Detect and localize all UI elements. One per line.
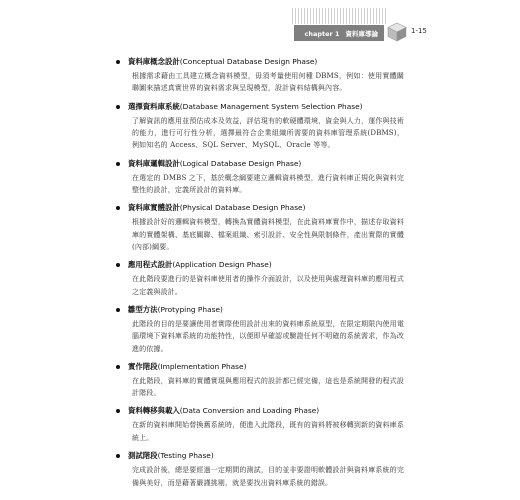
section-testing [128,451,404,489]
bullet-icon [116,105,120,109]
bullet-icon [116,409,120,413]
section-heading [128,102,404,112]
section-title-en: (Implementation Phase) [157,361,247,371]
chapter-label [304,29,378,38]
section-implementation [128,362,404,400]
section-heading [128,451,404,461]
section-heading [128,203,404,213]
section-title: 資料轉移與載入 [128,406,180,416]
bullet-icon [116,60,120,64]
section-body: 在此階段要進行的是資料庫使用者的操作介面設計，以及使用與處理資料庫的應用程式之定義與設計。 [132,275,404,296]
bullet-icon [116,206,120,210]
section-body: 此階段的目的是要讓使用者實際使用設計出來的資料庫系統原型，在限定期限內使用電腦環境下資料庫系統的功能特性，以便即早確認或驗證任何不明確的系統需求，作為改進的依據。 [132,319,404,353]
section-title-en: (Protyping Phase) [157,304,223,314]
section-title: 資料庫實體設計 [128,203,180,213]
section-heading [128,57,404,67]
section-title-en: (Application Design Phase) [172,260,272,270]
header-decoration [292,8,386,24]
chapter-number: chapter 1 [304,29,340,38]
section-body: 完成設計後，總是要經過一定期間的測試，目的並非要證明軟體設計與資料庫系統的完備與美好，而是藉著嚴謹挑剔，就是要找出資料庫系統的錯誤。 [132,466,404,487]
section-body: 了解資訊的應用並預估成本及效益，評估現有的軟硬體環境，資金與人力，運作與技術的能力，進行可行性分析，選擇最符合企業組織所需要的資料庫管理系統(DBMS)，例如知名的 Access、SQL Server、MySQL、Oracle 等等。 [132,116,404,150]
section-title: 應用程式設計 [128,260,173,270]
section-title-en: (Physical Database Design Phase) [179,203,306,213]
section-body: 在此階段，資料庫的實體實現與應用程式的設計都已經完備，這也是系統開發的程式設計階段。 [132,376,404,398]
section-title: 選擇資料庫系統 [128,101,180,111]
section-title-en: (Database Management System Selection Phase) [179,101,363,111]
bullet-icon [116,308,120,312]
section-title-en: (Logical Database Design Phase) [179,158,302,168]
section-title-en: (Conceptual Database Design Phase) [179,57,318,66]
section-application-design [128,260,404,298]
chapter-title: 資料庫導論 [345,29,378,38]
section-physical-design [128,203,404,253]
bullet-icon [116,454,120,458]
section-conceptual-design [128,57,404,95]
section-logical-design [128,159,404,197]
section-heading [128,260,404,270]
bullet-icon [116,263,120,267]
section-heading [128,406,404,416]
section-title: 雛型方法 [128,304,158,314]
bullet-icon [116,162,120,166]
section-title: 資料庫邏輯設計 [128,158,180,168]
section-body: 根據需求藉由工具建立概念資料模型，毋須考量使用何種 DBMS，例如：使用實體關聯圖來描述真實世界的資料需求與呈現模型，設計資料結構與內容。 [132,72,404,93]
section-body: 在選定的 DMBS 之下，基於概念綱要建立邏輯資料模型，進行資料庫正規化與資料完整性的設計，定義所設計的資料庫。 [132,173,404,195]
section-title: 實作階段 [128,361,158,371]
section-prototyping [128,305,404,355]
page-number: 1-15 [411,27,427,35]
section-data-conversion [128,406,404,444]
section-heading [128,305,404,315]
bullet-icon [116,365,120,369]
section-dbms-selection [128,102,404,152]
section-heading [128,159,404,169]
cube-icon [387,22,407,42]
section-title-en: (Testing Phase) [157,451,214,461]
section-title: 資料庫概念設計 [128,57,180,66]
section-body: 根據設計好的邏輯資料模型，轉換為實體資料模型，在此資料庫實作中，描述存取資料庫的實體架構、基底關聯、檔案組織、索引設計、安全性與限制條件，產出實際的實體(內部)綱要。 [132,218,404,252]
chapter-header [294,25,384,41]
section-title: 測試階段 [128,451,158,461]
section-list [128,57,404,496]
section-body: 在新的資料庫開始替換舊系統時，便進入此階段，既有的資料將被移轉到新的資料庫系統上。 [132,421,404,442]
section-title-en: (Data Conversion and Loading Phase) [179,406,320,416]
section-heading [128,362,404,372]
